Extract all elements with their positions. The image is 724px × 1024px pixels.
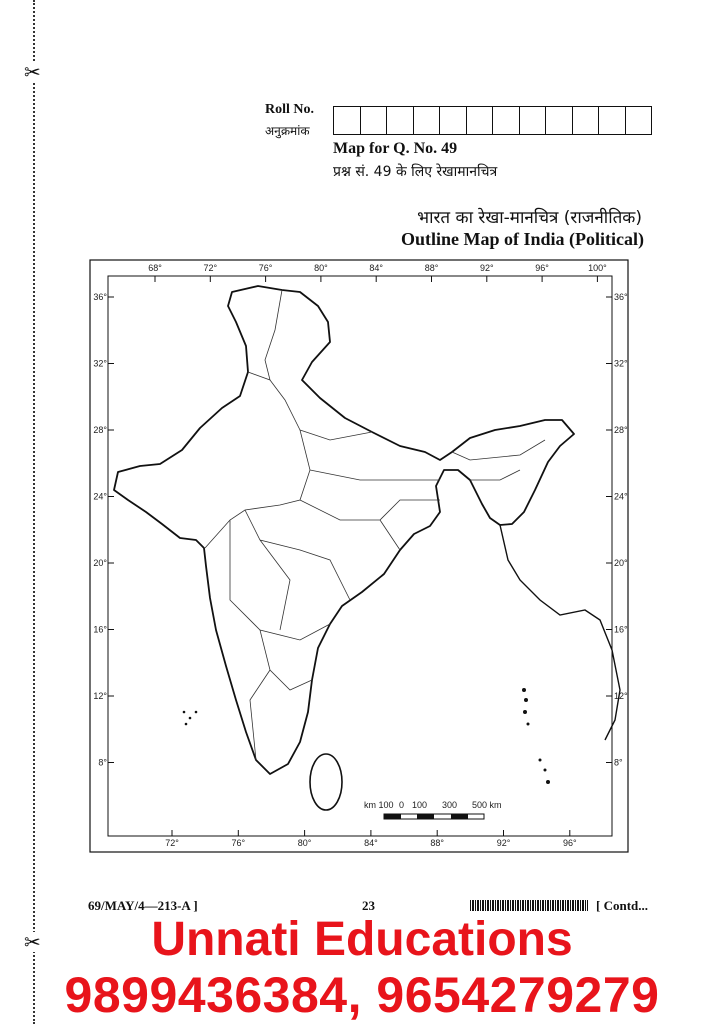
latitude-label: 20° [614,558,628,568]
islands [183,688,550,784]
continued-label: [ Contd... [596,898,649,913]
latitude-label: 8° [98,757,107,768]
latitude-label: 28° [93,425,107,435]
scale-label: 300 [442,800,458,810]
scale-label: 100 [412,800,428,810]
longitude-label: 80° [314,263,328,273]
latitude-label: 8° [614,757,623,768]
latitude-label: 24° [93,491,107,502]
longitude-label: 92° [479,263,494,273]
map-outer-frame [90,260,628,852]
latitude-label: 12° [614,691,628,701]
longitude-label: 68° [148,263,162,273]
state-boundaries [205,290,545,760]
india-outline [114,286,574,774]
watermark-phone: 9899436384, 9654279279 [64,967,660,1023]
roll-number-label-hindi: अनुक्रमांक [265,124,310,138]
sri-lanka-outline [310,754,342,810]
scissors-icon: ✂ [24,60,41,84]
scale-label: 500 km [472,800,502,810]
longitude-label: 72° [203,263,218,273]
map-inner-frame [108,276,612,836]
longitude-label: 76° [258,263,273,273]
latitude-label: 16° [93,624,107,635]
question-label: Map for Q. No. 49 [333,140,458,157]
map-title: Outline Map of India (Political) [401,229,644,249]
map-title-hindi: भारत का रेखा-मानचित्र (राजनीतिक) [417,208,642,228]
longitude-label: 84° [369,263,384,273]
longitude-label: 100° [588,263,607,273]
longitude-label: 84° [364,838,378,848]
longitude-label: 88° [424,263,439,273]
longitude-label: 88° [430,838,445,848]
longitude-label: 96° [562,838,577,848]
latitude-label: 32° [93,358,107,369]
longitude-label: 92° [496,838,511,848]
latitude-label: 12° [93,691,107,701]
page-number: 23 [362,898,375,913]
latitude-label: 36° [93,292,107,302]
longitude-label: 76° [231,838,246,848]
question-label-hindi: प्रश्न सं. 49 के लिए रेखामानचित्र [333,164,498,180]
latitude-label: 24° [614,491,628,502]
latitude-label: 20° [93,558,107,568]
scale-label: 0 [399,800,405,810]
scissors-icon: ✂ [24,930,41,954]
watermark-name: Unnati Educations [151,913,573,966]
latitude-label: 36° [614,292,628,302]
myanmar-coast [500,525,620,740]
barcode [470,900,588,911]
latitude-label: 32° [614,358,628,369]
latitude-label: 28° [614,425,628,435]
longitude-label: 72° [165,838,179,848]
paper-code: 69/MAY/4—213-A ] [88,898,198,913]
scale-bar [364,800,502,819]
latitude-label: 16° [614,624,628,635]
scale-label: km 100 [364,800,394,810]
roll-number-label: Roll No. [265,102,314,117]
longitude-label: 96° [535,263,549,273]
longitude-label: 80° [297,838,312,848]
